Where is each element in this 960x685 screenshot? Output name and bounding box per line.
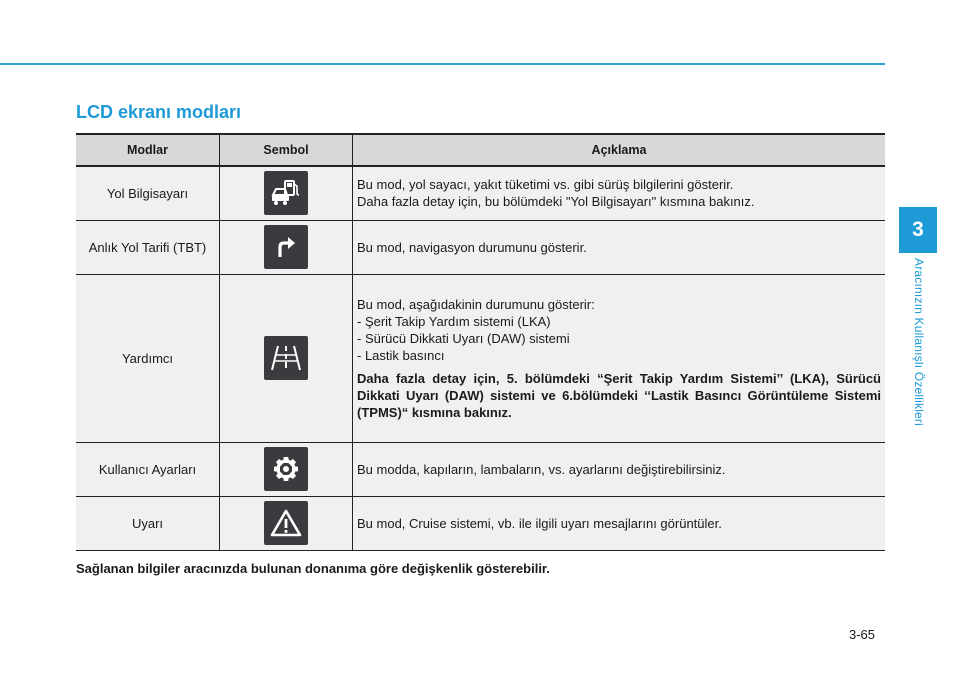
chapter-label-text: Aracınızın Kullanışlı Özellikleri — [912, 258, 926, 426]
description-line: Bu modda, kapıların, lambaların, vs. ayarlarını değiştirebilirsiniz. — [357, 461, 726, 477]
description-line: Bu mod, yol sayacı, yakıt tüketimi vs. gibi sürüş bilgilerini gösterir. — [357, 177, 734, 193]
description-line: - Sürücü Dikkati Uyarı (DAW) sistemi — [357, 330, 570, 346]
mode-description — [353, 166, 886, 220]
description-line: Bu mod, navigasyon durumunu gösterir. — [357, 239, 587, 255]
description-line: - Lastik basıncı — [357, 347, 445, 363]
description-reference: Daha fazla detay için, 5. bölümdeki “Şerit Takip Yardım Sistemi’’ (LKA), Sürücü Dikkati Uyarı (DAW) sistemi ve 6.bölümdeki ‘‘Lastik Basıncı Görüntüleme Sistemi (TPMS)“ kısmına bakınız. — [357, 370, 881, 420]
turn-right-arrow-icon — [264, 225, 308, 269]
symbol-cell — [220, 274, 353, 442]
gear-icon — [264, 447, 308, 491]
warning-triangle-icon — [264, 501, 308, 545]
mode-description — [353, 220, 886, 274]
table-row — [76, 274, 885, 442]
header-mode: Modlar — [76, 134, 220, 166]
chapter-label — [908, 258, 930, 463]
mode-description — [353, 496, 886, 550]
mode-name: Yardımcı — [76, 274, 220, 442]
mode-name: Kullanıcı Ayarları — [76, 442, 220, 496]
mode-description — [353, 274, 886, 442]
table-row — [76, 442, 885, 496]
lcd-modes-table — [76, 133, 885, 551]
mode-name: Yol Bilgisayarı — [76, 166, 220, 220]
symbol-cell — [220, 166, 353, 220]
symbol-cell — [220, 220, 353, 274]
chapter-tab: 3 — [899, 207, 937, 253]
description-line: Bu mod, Cruise sistemi, vb. ile ilgili uyarı mesajlarını görüntüler. — [357, 515, 722, 531]
header-symbol: Sembol — [220, 134, 353, 166]
description-line: Daha fazla detay için, bu bölümdeki "Yol Bilgisayarı" kısmına bakınız. — [357, 194, 755, 210]
fuel-pump-car-icon — [264, 171, 308, 215]
description-line: - Şerit Takip Yardım sistemi (LKA) — [357, 313, 551, 329]
table-row — [76, 220, 885, 274]
mode-name: Uyarı — [76, 496, 220, 550]
table-row — [76, 166, 885, 220]
symbol-cell — [220, 496, 353, 550]
description-line: Bu mod, aşağıdakinin durumunu gösterir: — [357, 296, 595, 312]
page-number: 3-65 — [849, 627, 876, 642]
top-rule — [0, 63, 885, 65]
availability-note: Sağlanan bilgiler aracınızda bulunan donanıma göre değişkenlik gösterebilir. — [76, 561, 550, 576]
header-description: Açıklama — [353, 134, 886, 166]
symbol-cell — [220, 442, 353, 496]
table-header-row — [76, 134, 885, 166]
mode-description — [353, 442, 886, 496]
lane-assist-icon — [264, 336, 308, 380]
mode-name: Anlık Yol Tarifi (TBT) — [76, 220, 220, 274]
section-title: LCD ekranı modları — [76, 102, 242, 122]
table-row — [76, 496, 885, 550]
